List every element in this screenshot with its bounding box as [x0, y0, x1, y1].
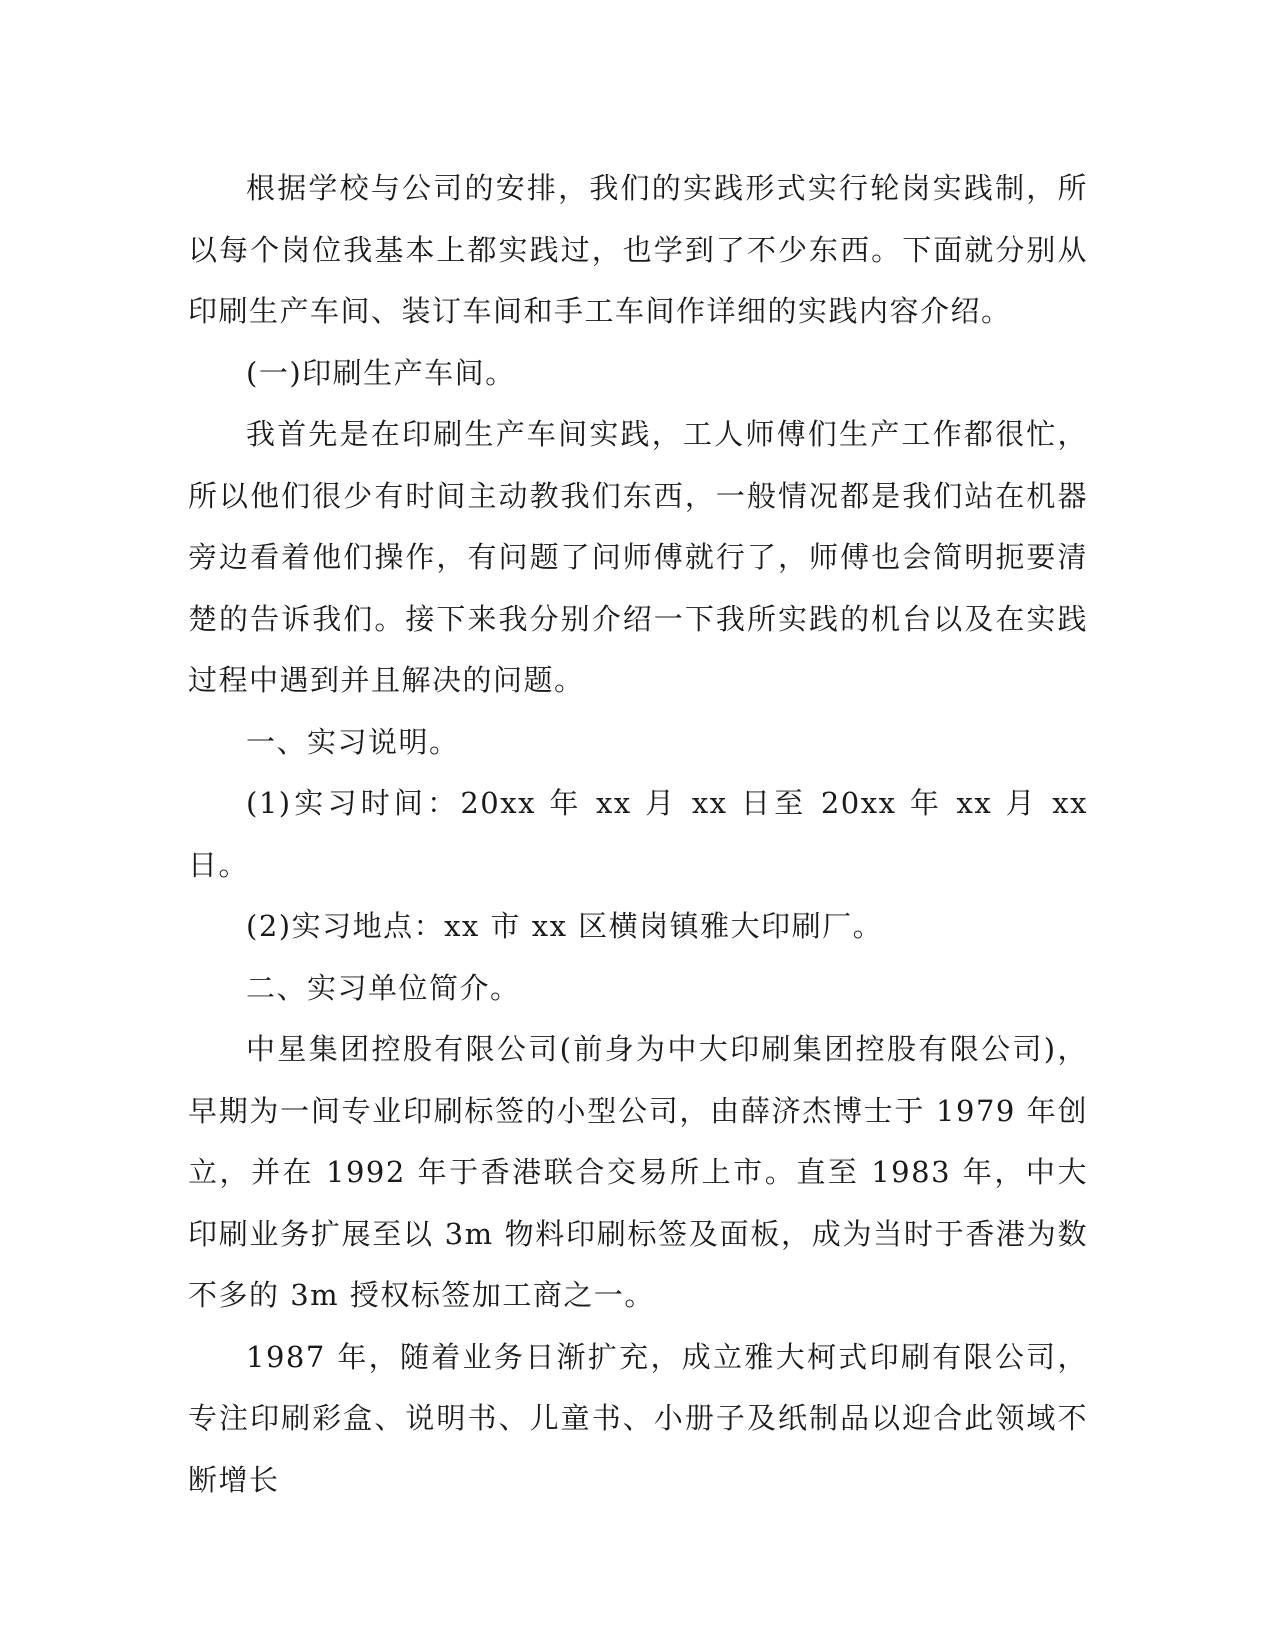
document-body — [188, 158, 1088, 1511]
paragraph-arrangement: 根据学校与公司的安排，我们的实践形式实行轮岗实践制，所以每个岗位我基本上都实践过，也学到了不少东西。下面就分别从印刷生产车间、装订车间和手工车间作详细的实践内容介绍。 — [188, 171, 1088, 328]
paragraph-company-history: 中星集团控股有限公司(前身为中大印刷集团控股有限公司)，早期为一间专业印刷标签的小型公司，由薛济杰博士于 1979 年创立，并在 1992 年于香港联合交易所上市。直至 1983 年，中大印刷业务扩展至以 3m 物料印刷标签及面板，成为当时于香港为数不多的 3m 授权标签加工商之一。 — [188, 1032, 1088, 1312]
internship-time: (1)实习时间：20xx 年 xx 月 xx 日至 20xx 年 xx 月 xx 日。 — [188, 786, 1088, 882]
paragraph-company-expansion: 1987 年，随着业务日渐扩充，成立雅大柯式印刷有限公司，专注印刷彩盒、说明书、儿童书、小册子及纸制品以迎合此领域不断增长 — [188, 1339, 1088, 1497]
paragraph-printing-practice: 我首先是在印刷生产车间实践，工人师傅们生产工作都很忙，所以他们很少有时间主动教我们东西，一般情况都是我们站在机器旁边看着他们操作，有问题了问师傅就行了，师傅也会简明扼要清楚的告诉我们。接下来我分别介绍一下我所实践的机台以及在实践过程中遇到并且解决的问题。 — [188, 417, 1088, 697]
heading-internship-description: 一、实习说明。 — [246, 724, 460, 759]
heading-company-profile: 二、实习单位简介。 — [246, 970, 521, 1005]
internship-location: (2)实习地点：xx 市 xx 区横岗镇雅大印刷厂。 — [246, 909, 884, 943]
heading-printing-workshop: (一)印刷生产车间。 — [246, 355, 516, 390]
